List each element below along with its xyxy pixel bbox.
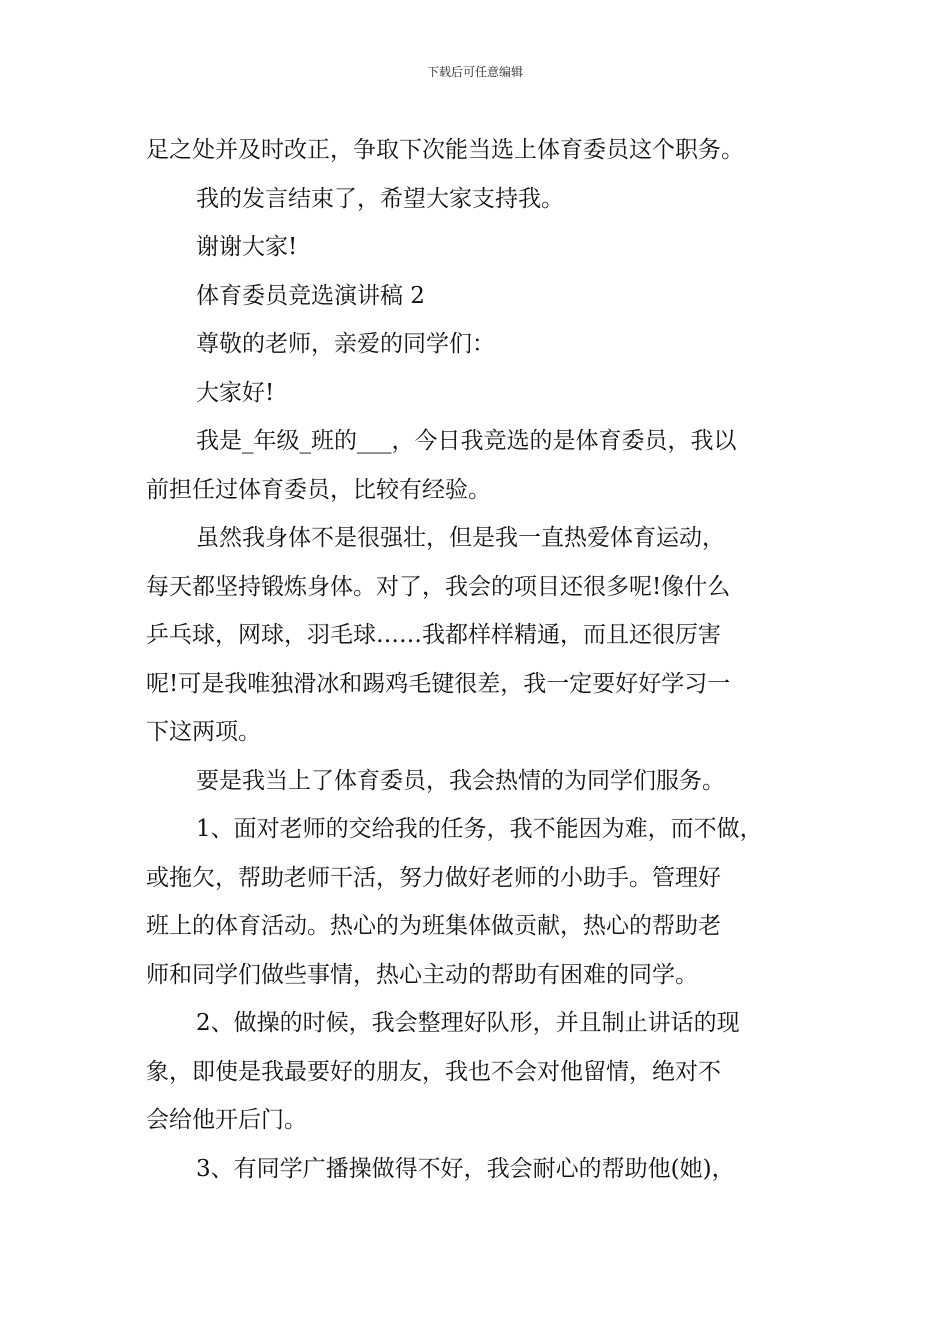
text-line: 足之处并及时改正，争取下次能当选上体育委员这个职务。 xyxy=(146,137,744,163)
text-line: 下这两项。 xyxy=(146,719,261,745)
text-line: 谢谢大家! xyxy=(196,234,298,260)
text-line: 师和同学们做些事情，热心主动的帮助有困难的同学。 xyxy=(146,961,698,988)
text-line: 大家好! xyxy=(196,379,275,406)
text-line: 每天都坚持锻炼身体。对了，我会的项目还很多呢!像什么 xyxy=(146,573,731,600)
text-line: 会给他开后门。 xyxy=(146,1107,307,1133)
text-line: 象，即使是我最要好的朋友，我也不会对他留情，绝对不 xyxy=(146,1058,721,1085)
page-header: 下载后可任意编辑 xyxy=(426,65,523,79)
text-line: 我是_年级_班的___，今日我竞选的是体育委员，我以 xyxy=(196,428,737,454)
text-line: 呢!可是我唯独滑冰和踢鸡毛键很差，我一定要好好学习一 xyxy=(146,670,731,697)
text-line: 班上的体育活动。热心的为班集体做贡献，热心的帮助老 xyxy=(146,913,721,939)
text-line: 2、做操的时候，我会整理好队形，并且制止讲话的现 xyxy=(196,1010,740,1036)
document-body xyxy=(146,126,836,1193)
section-title: 体育委员竞选演讲稿 2 xyxy=(196,282,425,309)
text-line: 尊敬的老师，亲爱的同学们： xyxy=(196,331,495,357)
text-line: 虽然我身体不是很强壮，但是我一直热爱体育运动， xyxy=(196,525,725,551)
text-line: 要是我当上了体育委员，我会热情的为同学们服务。 xyxy=(196,767,725,794)
text-line: 1、面对老师的交给我的任务，我不能因为难，而不做， xyxy=(196,816,763,842)
text-line: 乒乓球，网球，羽毛球……我都样样精通，而且还很厉害 xyxy=(146,622,721,648)
text-line: 我的发言结束了，希望大家支持我。 xyxy=(196,185,564,212)
text-line: 3、有同学广播操做得不好，我会耐心的帮助他(她)， xyxy=(196,1155,735,1182)
text-line: 前担任过体育委员，比较有经验。 xyxy=(146,476,491,503)
text-line: 或拖欠，帮助老师干活，努力做好老师的小助手。管理好 xyxy=(146,864,721,891)
